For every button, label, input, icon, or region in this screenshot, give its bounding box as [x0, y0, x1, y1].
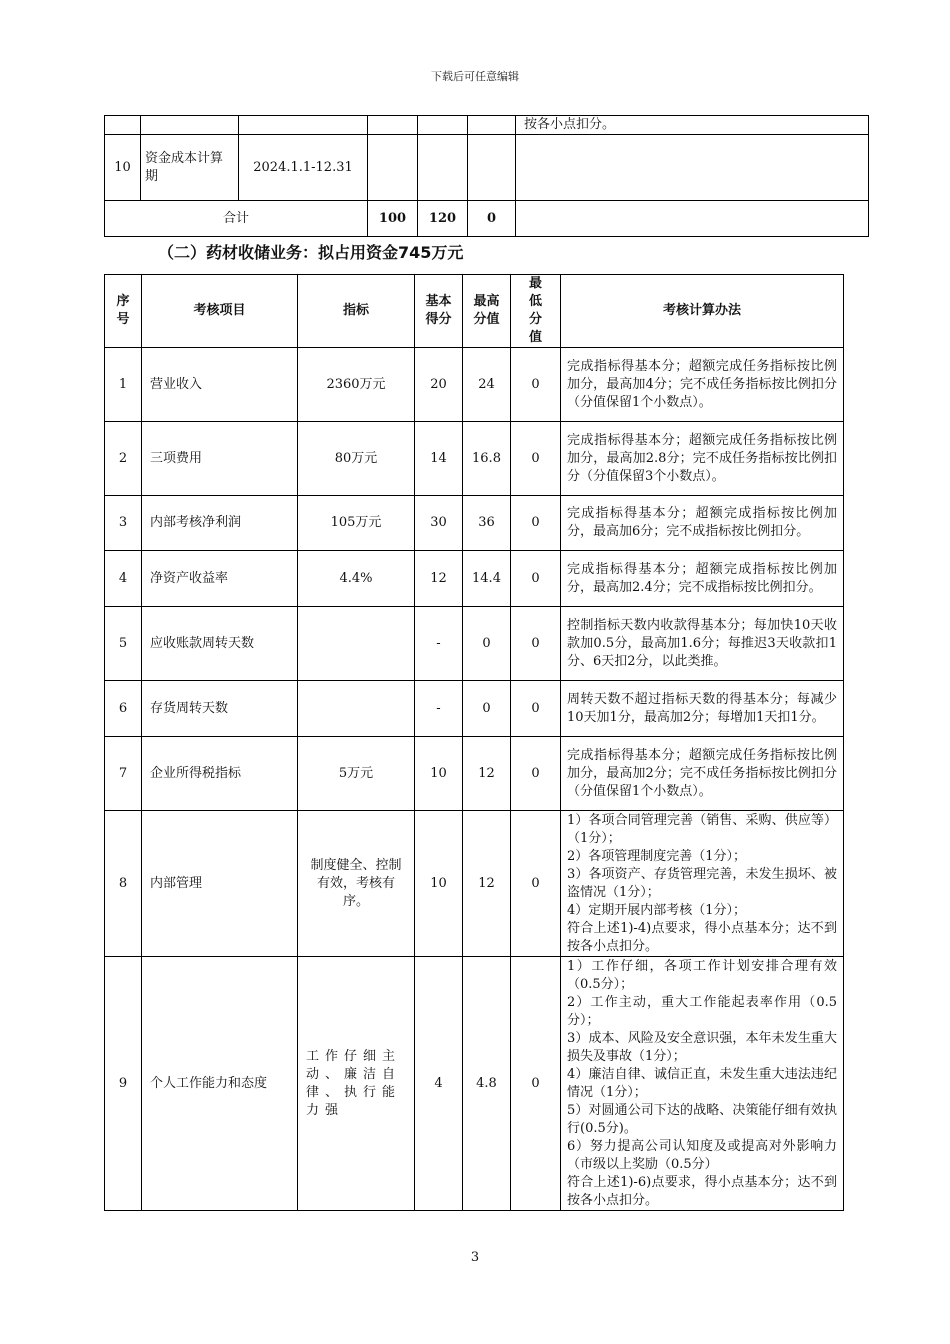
method-line: 6）努力提高公司认知度及或提高对外影响力（市级以上奖励（0.5分）: [567, 1138, 837, 1172]
base-cell: 20: [415, 348, 463, 422]
indicator-cell: 2024.1.1-12.31: [239, 135, 368, 201]
seq-cell: 3: [105, 496, 142, 551]
table-row: [105, 681, 844, 737]
seq-cell: 6: [105, 681, 142, 737]
base-cell: 14: [415, 422, 463, 496]
method-line: 1）工作仔细，各项工作计划安排合理有效（0.5分）；: [567, 958, 837, 992]
item-cell: 营业收入: [142, 348, 298, 422]
method-cell: [516, 135, 869, 201]
item-cell: 净资产收益率: [142, 551, 298, 607]
method-line: 3）成本、风险及安全意识强，本年未发生重大损失及事故（1分）；: [567, 1030, 837, 1064]
min-cell: 0: [511, 811, 561, 957]
base-cell: -: [415, 681, 463, 737]
min-cell: 0: [511, 422, 561, 496]
item-cell: 内部考核净利润: [142, 496, 298, 551]
max-cell: 36: [463, 496, 511, 551]
total-max: 120: [418, 201, 468, 237]
method-line: 符合上述1)-4)点要求，得小点基本分；达不到按各小点扣分。: [567, 920, 837, 954]
min-cell: 0: [511, 607, 561, 681]
min-cell: 0: [511, 496, 561, 551]
method-line: 4）定期开展内部考核（1分）；: [567, 902, 747, 918]
max-cell: 16.8: [463, 422, 511, 496]
table-row: [105, 957, 844, 1211]
table-row: [105, 737, 844, 811]
item-cell: 存货周转天数: [142, 681, 298, 737]
item-cell: 三项费用: [142, 422, 298, 496]
method-line: 2）工作主动，重大工作能起表率作用（0.5分）；: [567, 994, 837, 1028]
total-row: [105, 201, 869, 237]
total-base: 100: [368, 201, 418, 237]
method-line: 5）对圆通公司下达的战略、决策能仔细有效执行(0.5分)。: [567, 1102, 837, 1136]
section-title: （二）药材收储业务：拟占用资金745万元: [158, 243, 464, 262]
method-line: 符合上述1)-6)点要求，得小点基本分；达不到按各小点扣分。: [567, 1174, 837, 1208]
table-row: [105, 116, 869, 135]
max-cell: 12: [463, 737, 511, 811]
header-row: [105, 275, 844, 348]
min-cell: 0: [511, 681, 561, 737]
method-cell: [561, 811, 844, 957]
header-method: 考核计算办法: [561, 275, 844, 348]
base-cell: 10: [415, 737, 463, 811]
table-row: [105, 551, 844, 607]
max-cell: [418, 135, 468, 201]
max-cell: 12: [463, 811, 511, 957]
item-cell: 个人工作能力和态度: [142, 957, 298, 1211]
method-cell: [561, 957, 844, 1211]
method-cell: 完成指标得基本分；超额完成任务指标按比例加分，最高加2分；完不成任务指标按比例扣分（分值保留1个小数点）。: [561, 737, 844, 811]
base-cell: 12: [415, 551, 463, 607]
header-max: 最高分值: [463, 275, 511, 348]
max-cell: 0: [463, 607, 511, 681]
base-cell: 10: [415, 811, 463, 957]
max-cell: 0: [463, 681, 511, 737]
indicator-cell: 80万元: [298, 422, 415, 496]
table-row: [105, 135, 869, 201]
table-row: [105, 348, 844, 422]
header-seq: 序号: [105, 275, 142, 348]
seq-cell: 8: [105, 811, 142, 957]
continued-method-text: 按各小点扣分。: [516, 116, 869, 135]
seq-cell: 10: [105, 135, 141, 201]
item-cell: 企业所得税指标: [142, 737, 298, 811]
base-cell: -: [415, 607, 463, 681]
indicator-cell: [298, 681, 415, 737]
method-cell: 控制指标天数内收款得基本分；每加快10天收款加0.5分，最高加1.6分；每推迟3天收款扣1分、6天扣2分，以此类推。: [561, 607, 844, 681]
assessment-table: [104, 274, 844, 1211]
table-row: [105, 496, 844, 551]
min-cell: 0: [511, 737, 561, 811]
indicator-cell: 5万元: [298, 737, 415, 811]
method-cell: 完成指标得基本分；超额完成任务指标按比例加分，最高加4分；完不成任务指标按比例扣分（分值保留1个小数点）。: [561, 348, 844, 422]
seq-cell: 7: [105, 737, 142, 811]
method-line: 1）各项合同管理完善（销售、采购、供应等）（1分）；: [567, 812, 837, 846]
max-cell: 14.4: [463, 551, 511, 607]
method-line: 4）廉洁自律、诚信正直，未发生重大违法违纪情况（1分）；: [567, 1066, 837, 1100]
total-label: 合计: [105, 201, 368, 237]
indicator-cell: [298, 607, 415, 681]
seq-cell: 5: [105, 607, 142, 681]
base-cell: 30: [415, 496, 463, 551]
header-indicator: 指标: [298, 275, 415, 348]
item-cell: 内部管理: [142, 811, 298, 957]
method-cell: 周转天数不超过指标天数的得基本分；每减少10天加1分，最高加2分；每增加1天扣1分。: [561, 681, 844, 737]
table-row: [105, 607, 844, 681]
min-cell: 0: [511, 348, 561, 422]
max-cell: 4.8: [463, 957, 511, 1211]
item-cell: 应收账款周转天数: [142, 607, 298, 681]
method-line: 2）各项管理制度完善（1分）；: [567, 848, 747, 864]
header-note: 下载后可任意编辑: [431, 70, 519, 83]
seq-cell: 4: [105, 551, 142, 607]
min-cell: 0: [511, 551, 561, 607]
indicator-cell: 4.4%: [298, 551, 415, 607]
method-cell: 完成指标得基本分；超额完成指标按比例加分，最高加2.4分；完不成指标按比例扣分。: [561, 551, 844, 607]
min-cell: [468, 135, 516, 201]
header-item: 考核项目: [142, 275, 298, 348]
base-cell: 4: [415, 957, 463, 1211]
table-row: [105, 422, 844, 496]
seq-cell: 9: [105, 957, 142, 1211]
page-number: 3: [470, 1250, 480, 1265]
method-cell: 完成指标得基本分；超额完成指标按比例加分，最高加6分；完不成指标按比例扣分。: [561, 496, 844, 551]
total-min: 0: [468, 201, 516, 237]
item-cell: 资金成本计算期: [141, 135, 239, 201]
table-row: [105, 811, 844, 957]
seq-cell: 2: [105, 422, 142, 496]
min-cell: 0: [511, 957, 561, 1211]
header-base: 基本得分: [415, 275, 463, 348]
seq-cell: 1: [105, 348, 142, 422]
method-line: 3）各项资产、存货管理完善，未发生损坏、被盗情况（1分）；: [567, 866, 837, 900]
indicator-cell: 制度健全、控制有效，考核有序。: [298, 811, 415, 957]
indicator-cell: 2360万元: [298, 348, 415, 422]
indicator-cell: 105万元: [298, 496, 415, 551]
header-min: 最低分值: [511, 275, 561, 348]
base-cell: [368, 135, 418, 201]
method-cell: 完成指标得基本分；超额完成任务指标按比例加分，最高加2.8分；完不成任务指标按比例扣分（分值保留3个小数点）。: [561, 422, 844, 496]
indicator-cell: 工作仔细主动、廉洁自律、执行能力强: [298, 957, 415, 1211]
continuation-table: [104, 115, 869, 237]
max-cell: 24: [463, 348, 511, 422]
